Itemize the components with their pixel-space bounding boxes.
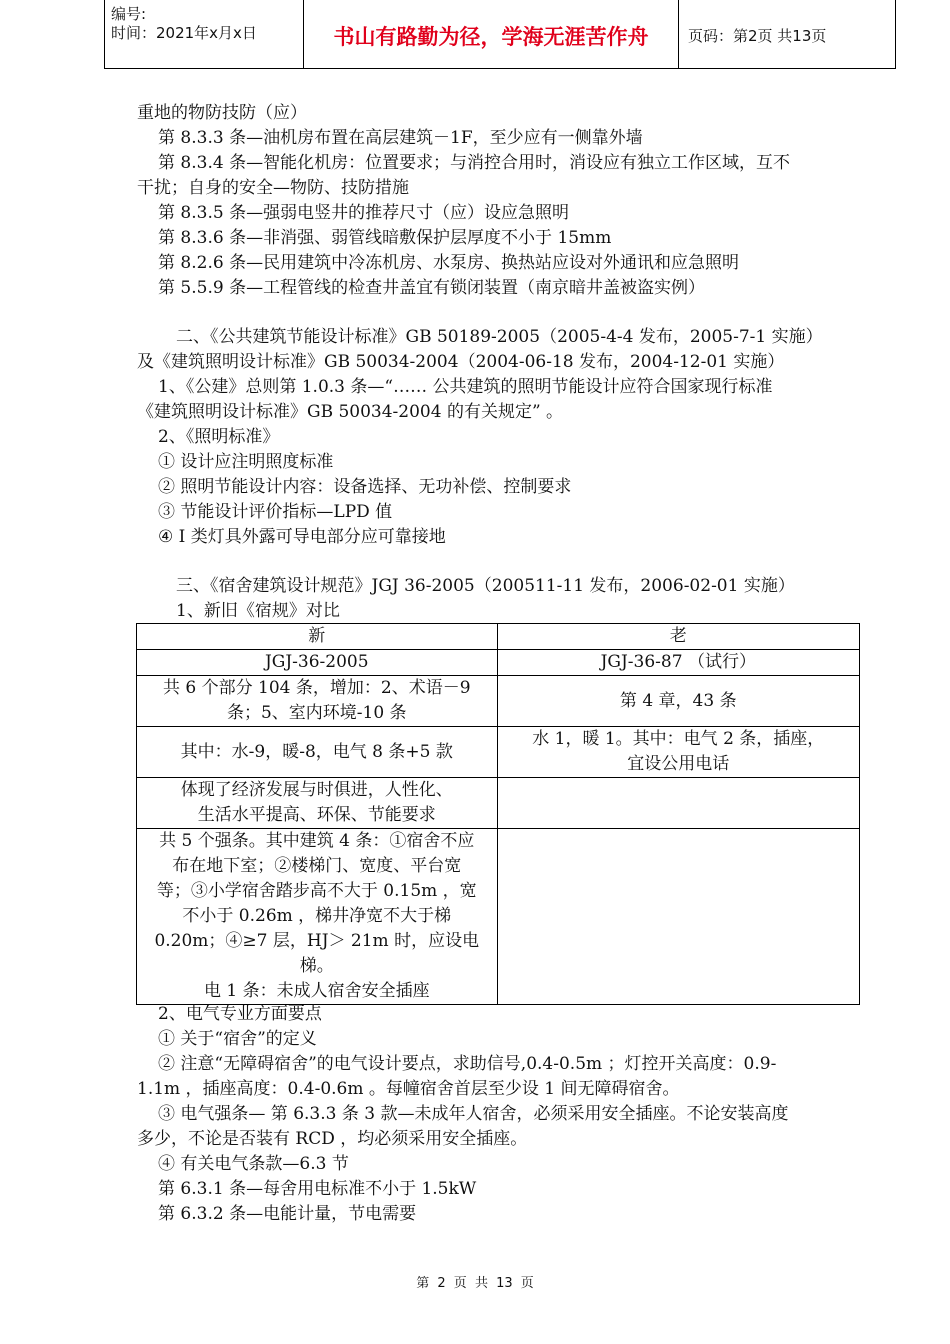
number-label: 编号: — [111, 5, 147, 23]
text-line: 2、《照明标准》 — [158, 427, 280, 447]
time-label: 时间：2021年x月x日 — [111, 24, 257, 42]
text-line: 1、新旧《宿规》对比 — [176, 601, 340, 621]
text-line: 第 6.3.2 条—电能计量，节电需要 — [158, 1204, 417, 1224]
table-cell-line: 其中：水-9，暖-8，电气 8 条+5 款 — [180, 741, 453, 762]
text-line: 第 6.3.1 条—每舍用电标准不小于 1.5kW — [158, 1179, 477, 1199]
text-line: 2、电气专业方面要点 — [158, 1004, 322, 1024]
table-cell — [497, 676, 859, 727]
footer-total-pages: 13 — [496, 1276, 513, 1291]
footer-text: 共 — [474, 1276, 488, 1291]
text-line: 第 5.5.9 条—工程管线的检查井盖宜有锁闭装置（南京暗井盖被盗实例） — [158, 278, 706, 298]
table-cell-line: 第 4 章，43 条 — [619, 690, 737, 711]
text-line: ④ Ⅰ 类灯具外露可导电部分应可靠接地 — [158, 527, 446, 547]
text-line: ② 照明节能设计内容：设备选择、无功补偿、控制要求 — [158, 477, 572, 497]
section-heading: 二、《公共建筑节能设计标准》GB 50189-2005（2005-4-4 发布，2005-7-1 实施） — [176, 327, 823, 347]
table-header-row — [137, 624, 860, 650]
text-line: ④ 有关电气条款—6.3 节 — [158, 1154, 349, 1174]
text-line: ① 关于“宿舍”的定义 — [158, 1029, 317, 1049]
table-cell-line: 电 1 条：未成人宿舍安全插座 — [203, 981, 430, 1001]
table-cell — [137, 778, 498, 829]
table-row — [137, 727, 860, 778]
header-page-cell — [679, 0, 895, 68]
text-line: 第 8.2.6 条—民用建筑中冷冻机房、水泵房、换热站应设对外通讯和应急照明 — [158, 253, 740, 273]
page-footer — [0, 1272, 950, 1291]
motto: 书山有路勤为径，学海无涯苦作舟 — [333, 25, 649, 49]
text-line: ① 设计应注明照度标准 — [158, 452, 334, 472]
text-line: ② 注意“无障碍宿舍”的电气设计要点，求助信号,0.4-0.5m ；灯控开关高度：0.9- — [158, 1054, 777, 1074]
text-line: 第 8.3.6 条—非消强、弱管线暗敷保护层厚度不小于 15mm — [158, 228, 612, 248]
table-cell-line: 宜设公用电话 — [627, 754, 730, 774]
table-cell — [137, 727, 498, 778]
text-line: 多少，不论是否装有 RCD ，均必须采用安全插座。 — [137, 1129, 528, 1149]
table-cell: JGJ-36-87 （试行） — [497, 650, 859, 676]
table-cell-line: 共 6 个部分 104 条，增加：2、术语－9 — [163, 678, 471, 698]
table-cell — [137, 676, 498, 727]
table-cell — [497, 829, 859, 1005]
table-cell-line: 生活水平提高、环保、节能要求 — [197, 805, 436, 825]
section-heading: 三、《宿舍建筑设计规范》JGJ 36-2005（200511-11 发布，2006-02-01 实施） — [176, 576, 795, 596]
text-line: ③ 电气强条— 第 6.3.3 条 3 款—未成年人宿舍，必须采用安全插座。不论安装高度 — [158, 1104, 789, 1124]
table-cell-line: 体现了经济发展与时俱进，人性化、 — [180, 780, 453, 800]
table-row — [137, 829, 860, 1005]
footer-text: 第 — [416, 1276, 430, 1291]
footer-text: 页 — [453, 1276, 467, 1291]
table-row — [137, 778, 860, 829]
table-cell-line: 不小于 0.26m ，梯井净宽不大于梯 — [182, 906, 452, 926]
text-line: 及《建筑照明设计标准》GB 50034-2004（2004-06-18 发布，2004-12-01 实施） — [137, 352, 785, 372]
text-line: 1、《公建》总则第 1.0.3 条—“…… 公共建筑的照明节能设计应符合国家现行标准 — [158, 377, 773, 397]
table-row — [137, 650, 860, 676]
footer-text: 页 — [520, 1276, 534, 1291]
table-cell — [137, 829, 498, 1005]
text-line: 第 8.3.5 条—强弱电竖井的推荐尺寸（应）设应急照明 — [158, 203, 570, 223]
text-line: 重地的物防技防（应） — [137, 103, 307, 123]
table-header-old: 老 — [497, 624, 859, 650]
table-cell-line: 等；③小学宿舍踏步高不大于 0.15m ，宽 — [156, 881, 477, 901]
table-cell — [497, 778, 859, 829]
table-cell-line: 布在地下室；②楼梯门、宽度、平台宽 — [172, 856, 462, 876]
table-header-new: 新 — [137, 624, 498, 650]
text-line: 1.1m ，插座高度：0.4-0.6m 。每幢宿舍首层至少设 1 间无障碍宿舍。 — [137, 1079, 680, 1099]
table-cell: JGJ-36-2005 — [137, 650, 498, 676]
table-cell — [497, 727, 859, 778]
text-line: 干扰；自身的安全—物防、技防措施 — [137, 178, 409, 198]
table-cell-line: 共 5 个强条。其中建筑 4 条：①宿舍不应 — [159, 831, 475, 851]
footer-current-page: 2 — [437, 1276, 446, 1291]
table-cell-line: 0.20m；④≥7 层，HJ＞ 21m 时，应设电 — [154, 931, 480, 951]
table-cell-line: 梯。 — [299, 956, 334, 976]
page-label: 页码：第2页 共13页 — [688, 27, 827, 45]
page-header — [104, 0, 896, 69]
table-row — [137, 676, 860, 727]
table-cell-line: 水 1，暖 1。其中：电气 2 条，插座， — [532, 729, 825, 749]
text-line: ③ 节能设计评价指标—LPD 值 — [158, 502, 393, 522]
text-line: 第 8.3.3 条—油机房布置在高层建筑－1F，至少应有一侧靠外墙 — [158, 128, 643, 148]
text-line: 《建筑照明设计标准》GB 50034-2004 的有关规定” 。 — [137, 402, 564, 422]
table-cell-line: 条；5、室内环境-10 条 — [226, 703, 407, 723]
header-meta-cell — [105, 0, 304, 68]
text-line: 第 8.3.4 条—智能化机房：位置要求；与消控合用时，消设应有独立工作区域，互不 — [158, 153, 791, 173]
comparison-table — [136, 623, 860, 1005]
header-motto-cell — [304, 0, 679, 68]
